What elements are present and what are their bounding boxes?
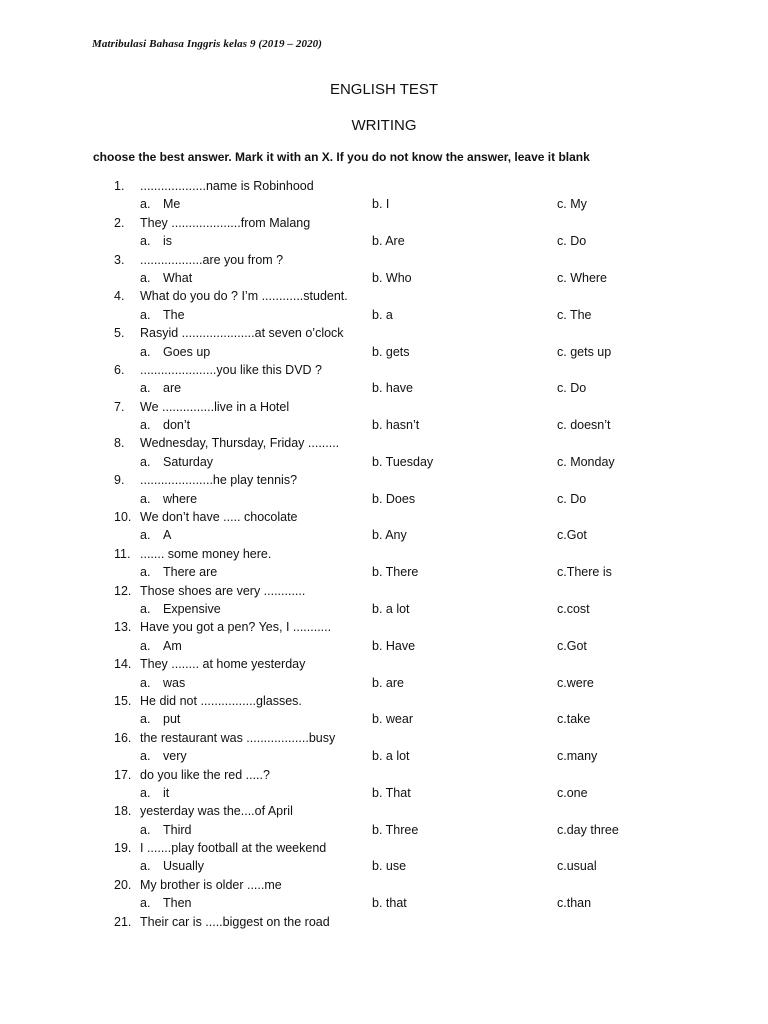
option-b: b. Three bbox=[372, 822, 419, 837]
option-a-label: a. bbox=[140, 234, 151, 249]
option-c: c.many bbox=[557, 749, 598, 764]
option-c: c.day three bbox=[557, 822, 619, 837]
option-a-label: a. bbox=[140, 418, 151, 433]
options-row bbox=[0, 600, 768, 618]
option-c: c.take bbox=[557, 712, 591, 727]
question-number: 19. bbox=[114, 841, 132, 856]
options-row bbox=[0, 747, 768, 765]
options-row bbox=[0, 379, 768, 397]
question-text: Have you got a pen? Yes, I ........... bbox=[140, 620, 332, 635]
option-b: b. that bbox=[372, 896, 407, 911]
option-c: c. Do bbox=[557, 491, 587, 506]
question-number: 1. bbox=[114, 179, 125, 193]
options-row bbox=[0, 563, 768, 581]
option-a: Saturday bbox=[163, 454, 214, 469]
option-a-label: a. bbox=[140, 197, 151, 212]
option-a: are bbox=[163, 381, 182, 396]
test-title: ENGLISH TEST bbox=[329, 81, 439, 98]
option-c: c. My bbox=[557, 197, 587, 212]
question-text: We don’t have ..... chocolate bbox=[140, 510, 298, 525]
option-a-label: a. bbox=[140, 859, 151, 874]
question-number: 7. bbox=[114, 399, 125, 414]
question-number: 16. bbox=[114, 730, 132, 745]
question-row bbox=[0, 545, 768, 563]
option-a-label: a. bbox=[140, 785, 151, 800]
option-a-label: a. bbox=[140, 638, 151, 653]
option-a-label: a. bbox=[140, 491, 151, 506]
question-text: What do you do ? I’m ............student. bbox=[140, 289, 348, 304]
options-row bbox=[0, 490, 768, 508]
options-row bbox=[0, 784, 768, 802]
option-b: b. gets bbox=[372, 344, 410, 359]
option-b: b. use bbox=[372, 859, 407, 874]
question-number: 3. bbox=[114, 252, 125, 267]
option-c: c. Do bbox=[557, 234, 587, 249]
option-b: b. wear bbox=[372, 712, 413, 727]
question-row bbox=[0, 766, 768, 784]
document-header: Matribulasi Bahasa Inggris kelas 9 (2019 – 2020) bbox=[92, 38, 323, 50]
option-b: b. a lot bbox=[372, 749, 410, 764]
question-number: 13. bbox=[114, 620, 132, 635]
question-number: 15. bbox=[114, 693, 132, 708]
question-number: 12. bbox=[114, 583, 132, 598]
option-b: b. a bbox=[372, 307, 393, 322]
question-text: do you like the red .....? bbox=[140, 767, 270, 782]
question-text: We ...............live in a Hotel bbox=[140, 399, 290, 414]
option-a: put bbox=[163, 712, 181, 727]
question-text: They ....................from Malang bbox=[140, 215, 311, 230]
question-row bbox=[0, 839, 768, 857]
question-row bbox=[0, 913, 768, 931]
question-row bbox=[0, 471, 768, 489]
option-b: b. I bbox=[372, 197, 390, 212]
question-number: 14. bbox=[114, 657, 132, 672]
option-a-label: a. bbox=[140, 896, 151, 911]
question-text: ......................you like this DVD ? bbox=[140, 362, 323, 377]
question-number: 18. bbox=[114, 804, 132, 819]
question-number: 4. bbox=[114, 289, 125, 304]
question-row bbox=[0, 287, 768, 305]
option-c: c.cost bbox=[557, 601, 590, 616]
options-row bbox=[0, 674, 768, 692]
option-a: Expensive bbox=[163, 601, 221, 616]
options-row bbox=[0, 637, 768, 655]
option-c: c.one bbox=[557, 785, 588, 800]
option-c: c. Where bbox=[557, 270, 608, 285]
option-b: b. hasn’t bbox=[372, 418, 420, 433]
question-text: Their car is .....biggest on the road bbox=[140, 914, 330, 929]
option-b: b. Tuesday bbox=[372, 454, 434, 469]
option-a-label: a. bbox=[140, 454, 151, 469]
question-row bbox=[0, 177, 768, 195]
question-text: Those shoes are very ............ bbox=[140, 583, 306, 598]
question-row bbox=[0, 729, 768, 747]
question-row bbox=[0, 434, 768, 452]
option-a: is bbox=[163, 234, 173, 249]
option-c: c.Got bbox=[557, 528, 587, 543]
option-c: c.than bbox=[557, 896, 592, 911]
question-number: 21. bbox=[114, 914, 132, 929]
option-a-label: a. bbox=[140, 675, 151, 690]
option-b: b. Any bbox=[372, 528, 407, 543]
options-row bbox=[0, 232, 768, 250]
options-row bbox=[0, 269, 768, 287]
question-number: 10. bbox=[114, 510, 132, 525]
option-a-label: a. bbox=[140, 381, 151, 396]
question-number: 2. bbox=[114, 215, 125, 230]
question-text: Wednesday, Thursday, Friday ......... bbox=[140, 436, 340, 451]
option-b: b. are bbox=[372, 675, 404, 690]
option-a: A bbox=[163, 528, 172, 543]
option-a: There are bbox=[163, 565, 218, 580]
option-a: don’t bbox=[163, 418, 191, 433]
option-c: c. The bbox=[557, 307, 592, 322]
option-a-label: a. bbox=[140, 307, 151, 322]
question-row bbox=[0, 802, 768, 820]
option-b: b. Are bbox=[372, 234, 405, 249]
option-a: The bbox=[163, 307, 185, 322]
question-text: They ........ at home yesterday bbox=[140, 657, 306, 672]
question-text: .....................he play tennis? bbox=[140, 473, 298, 488]
question-row bbox=[0, 214, 768, 232]
question-row bbox=[0, 398, 768, 416]
option-b: b. Does bbox=[372, 491, 416, 506]
option-b: b. Who bbox=[372, 270, 412, 285]
option-c: c. Monday bbox=[557, 454, 615, 469]
question-text: I .......play football at the weekend bbox=[140, 841, 327, 856]
question-row bbox=[0, 582, 768, 600]
question-text: He did not ................glasses. bbox=[140, 693, 302, 708]
question-row bbox=[0, 324, 768, 342]
test-subtitle: WRITING bbox=[351, 117, 417, 134]
option-a-label: a. bbox=[140, 270, 151, 285]
question-text: ...................name is Robinhood bbox=[140, 179, 314, 193]
option-a-label: a. bbox=[140, 712, 151, 727]
options-row bbox=[0, 526, 768, 544]
question-number: 6. bbox=[114, 362, 125, 377]
option-b: b. That bbox=[372, 785, 411, 800]
option-b: b. Have bbox=[372, 638, 416, 653]
question-list bbox=[0, 177, 768, 931]
options-row bbox=[0, 195, 768, 213]
option-a-label: a. bbox=[140, 749, 151, 764]
question-number: 11. bbox=[114, 546, 131, 561]
option-b: b. a lot bbox=[372, 601, 410, 616]
option-b: b. There bbox=[372, 565, 419, 580]
question-number: 9. bbox=[114, 473, 125, 488]
question-row bbox=[0, 251, 768, 269]
option-c: c.usual bbox=[557, 859, 597, 874]
option-a: Then bbox=[163, 896, 192, 911]
options-row bbox=[0, 821, 768, 839]
question-row bbox=[0, 618, 768, 636]
option-a: it bbox=[163, 785, 170, 800]
option-a: Me bbox=[163, 197, 181, 212]
option-a-label: a. bbox=[140, 601, 151, 616]
option-c: c. gets up bbox=[557, 344, 612, 359]
question-text: ....... some money here. bbox=[140, 546, 272, 561]
question-text: ..................are you from ? bbox=[140, 252, 284, 267]
options-row bbox=[0, 453, 768, 471]
question-text: yesterday was the....of April bbox=[140, 804, 293, 819]
question-number: 8. bbox=[114, 436, 125, 451]
question-row bbox=[0, 361, 768, 379]
option-c: c.were bbox=[557, 675, 594, 690]
option-a: Third bbox=[163, 822, 192, 837]
options-row bbox=[0, 343, 768, 361]
question-text: Rasyid .....................at seven o’clock bbox=[140, 326, 344, 341]
options-row bbox=[0, 894, 768, 912]
option-a-label: a. bbox=[140, 344, 151, 359]
question-row bbox=[0, 655, 768, 673]
option-a: Usually bbox=[163, 859, 204, 874]
options-row bbox=[0, 416, 768, 434]
option-a-label: a. bbox=[140, 528, 151, 543]
options-row bbox=[0, 857, 768, 875]
question-number: 5. bbox=[114, 326, 125, 341]
option-a: very bbox=[163, 749, 187, 764]
option-c: c.Got bbox=[557, 638, 587, 653]
question-number: 17. bbox=[114, 767, 132, 782]
option-a-label: a. bbox=[140, 822, 151, 837]
question-row bbox=[0, 508, 768, 526]
question-row bbox=[0, 692, 768, 710]
option-c: c. doesn’t bbox=[557, 418, 611, 433]
option-a: Goes up bbox=[163, 344, 211, 359]
question-number: 20. bbox=[114, 877, 132, 892]
option-a: What bbox=[163, 270, 193, 285]
options-row bbox=[0, 306, 768, 324]
question-text: My brother is older .....me bbox=[140, 877, 282, 892]
option-c: c. Do bbox=[557, 381, 587, 396]
question-text: the restaurant was ..................busy bbox=[140, 730, 336, 745]
options-row bbox=[0, 710, 768, 728]
option-a: was bbox=[163, 675, 186, 690]
instructions: choose the best answer. Mark it with an X. If you do not know the answer, leave it blank bbox=[93, 150, 590, 164]
option-c: c.There is bbox=[557, 565, 612, 580]
option-b: b. have bbox=[372, 381, 414, 396]
option-a: where bbox=[163, 491, 198, 506]
option-a-label: a. bbox=[140, 565, 151, 580]
question-row bbox=[0, 876, 768, 894]
option-a: Am bbox=[163, 638, 182, 653]
